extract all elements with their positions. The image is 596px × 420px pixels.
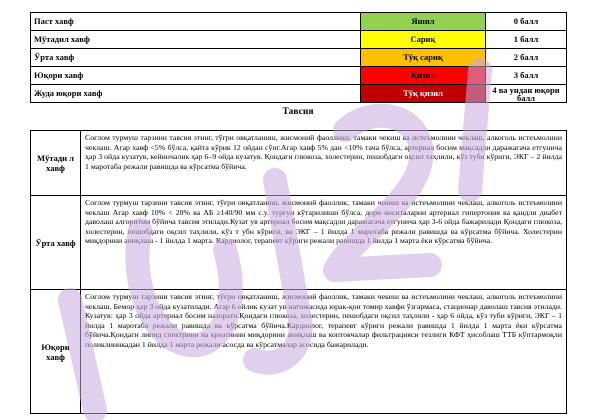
risk-row-very-high: [31, 85, 567, 103]
risk-points: 1 балл: [486, 31, 567, 49]
risk-name: Мўтадил хавф: [31, 31, 361, 49]
risk-row-low: [31, 13, 567, 31]
risk-name: Жуда юқори хавф: [31, 85, 361, 103]
recommendation-row-medium: [31, 196, 567, 290]
recommendation-text: Соғлом турмуш тарзини тавсия этинг, тўғри овқатланиш, жисмоний фаоллик, тамаки чекиш ва истеъмолини чеклаш, алкоголь истеъмолини чеклаш. Бемор ҳар 3 ойда кузатилади. Агар 6 ойлик кузат ув натижасида юрак-қон томир хавфи ўзгармаса, стационар даволаш тавсия этилади. Кузатув: ҳар 3 ойда артериал босим назорати.Қондаги глюкоза, холестерин, пешобдаги оқсил таҳлили - ҳар 6 ойда, кўз туби кўриги, ЭКГ – 1 йилда 1 маротаба режали равишда ва кўрсатма бўйича.Кардиолог, терапевт кўриги режали равишда 1 йилда 1 марта ёки кўрсатма бўйича.Қондаги липид спектрини ва креатинин миқдорини аниқлаш ва коптокчалар фильтрацияси тезлиги КФТ ҳисоблаш ТТБ кўптармоқли поликлиникадан 1 йилда 1 марта режали асосда ва кўрсатмалар асосида бажарилади.: [81, 290, 567, 414]
risk-row-moderate: [31, 31, 567, 49]
risk-color-level: Сариқ: [361, 31, 486, 49]
recommendation-label: Мўтади л хавф: [31, 131, 81, 196]
risk-level-table: [30, 12, 567, 103]
recommendation-label: Юқори хавф: [31, 290, 81, 414]
risk-points: 2 балл: [486, 49, 567, 67]
risk-name: Паст хавф: [31, 13, 361, 31]
recommendation-label: Ўрта хавф: [31, 196, 81, 290]
section-title: Тавсия: [282, 107, 314, 117]
risk-points: 3 балл: [486, 67, 567, 85]
recommendation-text: Соғлом турмуш тарзини тавсия этинг, тўғри овқатланиш, жисмоний фаоллик, тамаки чекиш ва истеъмолини чеклаш, алкоголь истеъмолини чеклаш Агар хавф 10% < 20% ва АБ ≥140/90 мм с.у. турғун кўтарилиши бўлса, дори воситаларни артериал гипертония ва қандли диабет даволаш алгоритми бўйича тавсия этилади.Кузат ув артериал босим мақсадли даражагача етгунича ҳар 3-6 ойда бажарилади Қондаги глюкоза, холестерин, пешобдаги оқсил таҳлили, кўз т убн кўриги, ва ЭКГ – 1 йилда 1 маротаба режали равишда ва кўрсатма бўйича. Холестерин миқдорини аниқлаш - 1 йилда 1 марта. Кардиолог, терапевт кўриги режали равишда 1 йилда 1 марта ёки кўрсатма бўйича.: [81, 196, 567, 290]
risk-color-level: Яшил: [361, 13, 486, 31]
recommendation-table: [30, 130, 567, 414]
risk-color-level: Тўқ қизил: [361, 85, 486, 103]
recommendation-row-moderate: [31, 131, 567, 196]
risk-color-level: Қизил: [361, 67, 486, 85]
risk-row-medium: [31, 49, 567, 67]
risk-points: 4 ва ундан юқори балл: [486, 85, 567, 103]
risk-color-level: Тўқ сариқ: [361, 49, 486, 67]
recommendation-row-high: [31, 290, 567, 414]
risk-points: 0 балл: [486, 13, 567, 31]
risk-name: Юқори хавф: [31, 67, 361, 85]
risk-name: Ўрта хавф: [31, 49, 361, 67]
risk-row-high: [31, 67, 567, 85]
recommendation-text: Соғлом турмуш тарзини тавсия этинг, тўғри овқатланиш, жисмоний фаолликн, тамаки чекиш ва истеъмолини чеклаш, алкоголь истеъмолини чеклаш. Агар хавф <5% бўлса, қайта кўрик 12 ойдан сўнг.Агар хавф 5% дан <10% тача бўлса, артериал босим мақсадли даражагача етгунича ҳар 3 ойда кузатув, кейинчалик ҳар 6–9 ойда кузатув. Қондаги глюкоза, холестерин, пешобдаги оқсил таҳлили, кўз туби кўриги, ЭКГ – 2 йилда 1 маротаба режали равишда ва кўрсатма бўйича.: [81, 131, 567, 196]
